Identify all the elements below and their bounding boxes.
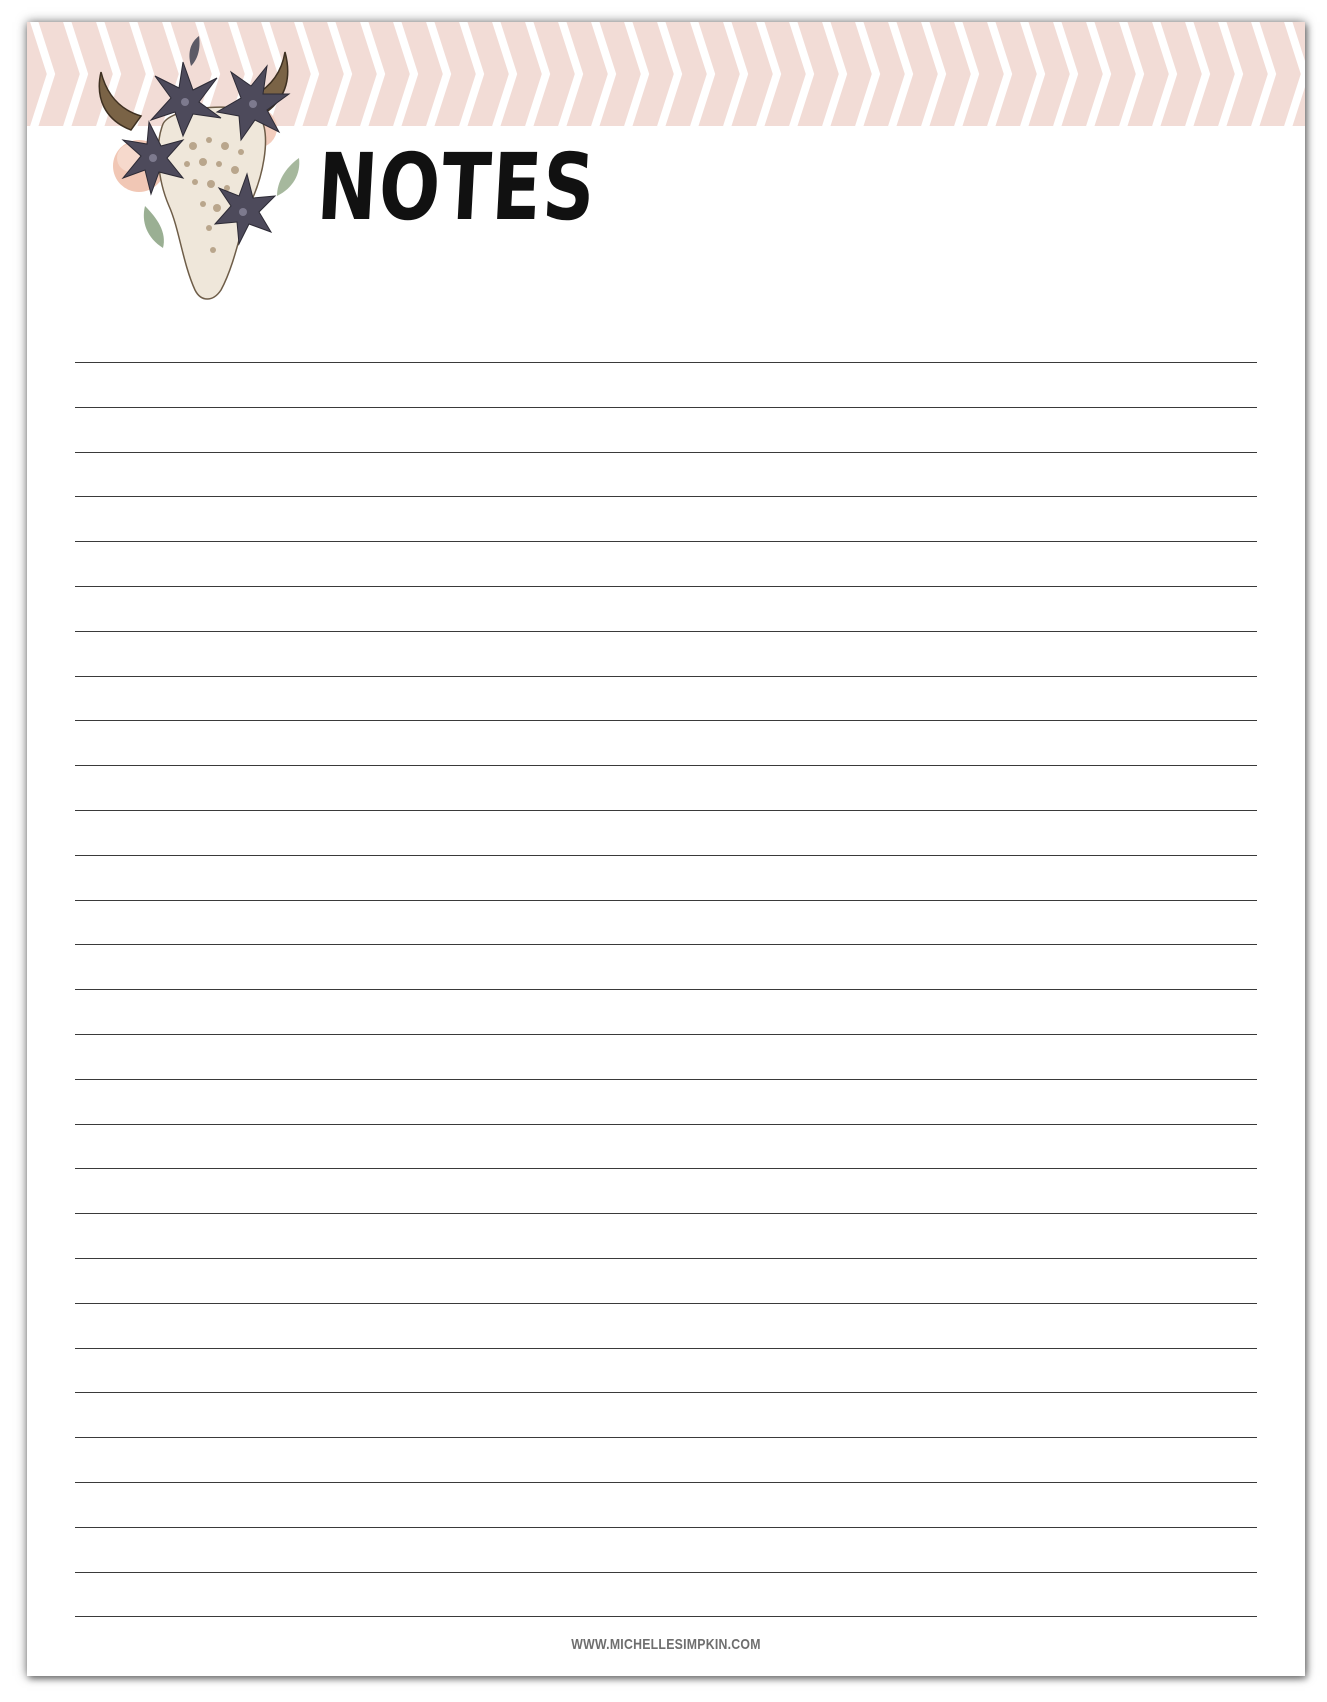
writing-line [75,855,1257,856]
writing-line [75,1258,1257,1259]
writing-line [75,1168,1257,1169]
writing-line [75,944,1257,945]
writing-line [75,1392,1257,1393]
writing-line [75,676,1257,677]
writing-lines [75,362,1257,1642]
notes-page [27,22,1305,1676]
writing-line [75,1034,1257,1035]
writing-line [75,989,1257,990]
writing-line [75,1527,1257,1528]
writing-line [75,631,1257,632]
writing-line [75,496,1257,497]
writing-line [75,1124,1257,1125]
writing-line [75,1437,1257,1438]
writing-line [75,1079,1257,1080]
writing-line [75,900,1257,901]
page-title: NOTES [314,134,599,241]
writing-line [75,407,1257,408]
writing-line [75,586,1257,587]
writing-line [75,810,1257,811]
writing-line [75,452,1257,453]
writing-line [75,1572,1257,1573]
writing-line [75,1303,1257,1304]
writing-line [75,1482,1257,1483]
writing-line [75,1616,1257,1617]
writing-line [75,541,1257,542]
writing-line [75,1348,1257,1349]
footer-url: WWW.MICHELLESIMPKIN.COM [571,1636,761,1653]
writing-line [75,1213,1257,1214]
floral-skull-icon [71,28,311,308]
writing-line [75,765,1257,766]
writing-line [75,720,1257,721]
writing-line [75,362,1257,363]
